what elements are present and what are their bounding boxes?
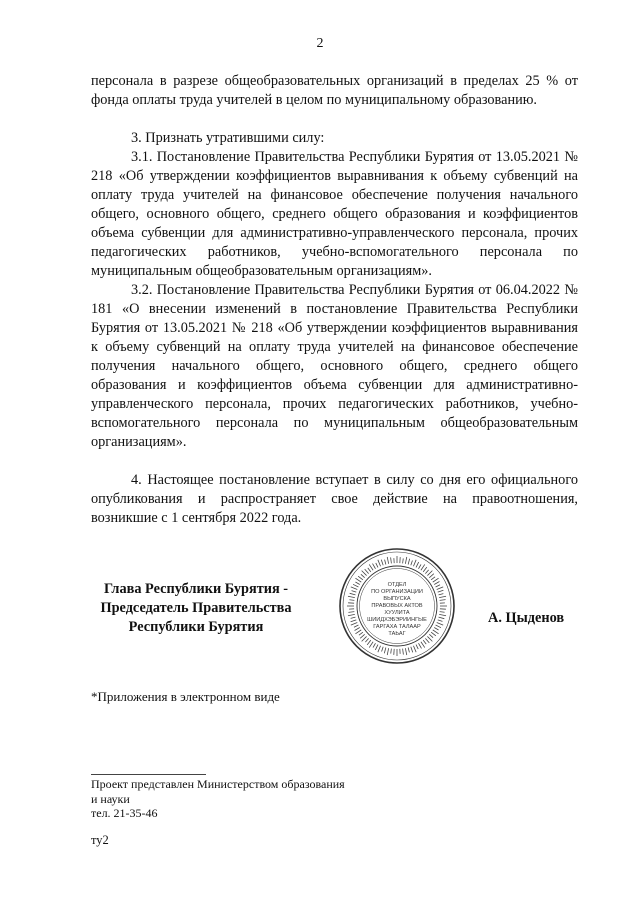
stamp-ring-mark bbox=[427, 571, 432, 576]
official-stamp bbox=[338, 547, 456, 665]
stamp-ring-mark bbox=[403, 649, 404, 655]
signatory-name: А. Цыденов bbox=[488, 610, 565, 626]
stamp-ring-mark bbox=[355, 628, 360, 631]
stamp-ring-mark bbox=[375, 645, 378, 650]
stamp-ring-mark bbox=[423, 640, 426, 644]
stamp-ring-mark bbox=[348, 596, 355, 597]
stamp-ring-mark bbox=[411, 561, 413, 566]
stamp-ring-mark bbox=[431, 632, 436, 636]
footer-line: и науки bbox=[91, 791, 130, 806]
stamp-ring-mark bbox=[367, 640, 371, 645]
stamp-ring-mark bbox=[351, 587, 357, 590]
stamp-ring-mark bbox=[369, 564, 373, 570]
stamp-ring-mark bbox=[384, 648, 386, 654]
stamp-ring-mark bbox=[436, 585, 440, 587]
stamp-text: ТАЬАГ bbox=[388, 631, 406, 637]
stamp-ring-mark bbox=[405, 648, 406, 655]
signatory-title bbox=[91, 580, 301, 637]
stamp-ring-mark bbox=[365, 638, 368, 642]
stamp-ring-mark bbox=[348, 612, 354, 613]
stamp-ring-mark bbox=[437, 622, 443, 625]
document-body bbox=[91, 72, 578, 528]
stamp-ring-mark bbox=[434, 582, 439, 585]
stamp-ring-mark bbox=[413, 560, 416, 566]
stamp-ring-mark bbox=[362, 571, 367, 576]
stamp-ring-mark bbox=[373, 564, 376, 569]
stamp-text: ОТДЕЛ bbox=[387, 582, 407, 588]
stamp-ring-mark bbox=[403, 558, 404, 563]
stamp-text: ХУУЛИТА bbox=[384, 610, 410, 616]
signatory-title-line: Глава Республики Бурятия - bbox=[103, 581, 289, 597]
stamp-ring-mark bbox=[351, 617, 356, 618]
stamp-ring-mark bbox=[355, 578, 361, 582]
footer-info bbox=[91, 777, 391, 821]
stamp-ring-mark bbox=[434, 628, 438, 631]
stamp-ring-mark bbox=[378, 560, 381, 566]
stamp-ring-mark bbox=[350, 593, 356, 595]
stamp-text: ПО ОРГАНИЗАЦИИ bbox=[371, 589, 423, 595]
stamp-ring-mark bbox=[421, 564, 425, 570]
stamp-ring-mark bbox=[439, 614, 446, 615]
stamp-text: ВЫПУСКА bbox=[383, 596, 411, 602]
stamp-ring-mark bbox=[429, 574, 434, 578]
stamp-ring-mark bbox=[360, 634, 365, 638]
stamp-ring-mark bbox=[349, 600, 354, 601]
stamp-text: ШИИДХЭБЭРИИНГЫЕ bbox=[367, 617, 427, 623]
stamp-ring-mark bbox=[358, 576, 363, 580]
footer-phone: тел. 21-35-46 bbox=[91, 806, 158, 820]
stamp-ring-mark bbox=[433, 578, 439, 582]
stamp-ring-mark bbox=[411, 647, 413, 653]
stamp-ring-mark bbox=[423, 567, 427, 572]
stamp-ring-mark bbox=[431, 577, 435, 580]
stamp-ring-mark bbox=[439, 596, 446, 597]
paragraph-item-3-2: 3.2. Постановление Правительства Республики Бурятия от 06.04.2022 № 181 «О внесении изменений в постановление Правительства Республики Бурятия от 13.05.2021 № 218 «Об утверждении коэффициентов выравнивания к объему субвенций на оплату труда учителей на финансовое обеспечение получения начального общего, основного общего, среднего общего образования и коэффициентов объема субвенции для административно-управленческого персонала, прочих педагогических работников, учебно-вспомогательного персонала по муниципальным общеобразовательным организациям». bbox=[91, 282, 578, 450]
paragraph-continuation: персонала в разрезе общеобразовательных организаций в пределах 25 % от фонда оплаты труда учителей в целом по муниципальному образованию. bbox=[91, 73, 578, 108]
stamp-ring-mark bbox=[382, 647, 384, 652]
stamp-ring-mark bbox=[381, 560, 383, 566]
stamp-ring-mark bbox=[385, 560, 386, 565]
stamp-ring-mark bbox=[437, 587, 443, 590]
stamp-ring-mark bbox=[425, 638, 429, 643]
stamp-text: ПРАВОВЫХ АКТОВ bbox=[371, 603, 423, 609]
stamp-ring-mark bbox=[387, 557, 388, 564]
stamp-ring-mark bbox=[425, 570, 428, 574]
stamp-ring-mark bbox=[359, 632, 363, 635]
stamp-ring-mark bbox=[405, 557, 406, 564]
stamp-ring-mark bbox=[351, 620, 357, 622]
document-code: ту2 bbox=[91, 833, 109, 847]
attachments-note: *Приложения в электронном виде bbox=[91, 689, 280, 704]
paragraph-item-3: 3. Признать утратившими силу: bbox=[131, 130, 325, 146]
stamp-ring-mark bbox=[354, 625, 358, 627]
stamp-ring-mark bbox=[440, 600, 446, 601]
stamp-ring-mark bbox=[376, 563, 378, 567]
stamp-ring-mark bbox=[419, 643, 422, 648]
stamp-ring-mark bbox=[408, 559, 410, 565]
stamp-ring-mark bbox=[373, 643, 376, 647]
paragraph-item-3-1: 3.1. Постановление Правительства Республики Бурятия от 13.05.2021 № 218 «Об утверждении коэффициентов выравнивания к объему субвенций на оплату труда учителей на финансовое обеспечение получения начального общего, основного общего, среднего общего образования и коэффициентов объема субвенции для административно-управленческого персонала, прочих педагогических работников, учебно-вспомогательного персонала по муниципальным общеобразовательным организациям». bbox=[91, 149, 578, 279]
stamp-ring-mark bbox=[355, 630, 361, 634]
stamp-ring-mark bbox=[436, 625, 441, 628]
stamp-ring-mark bbox=[369, 642, 373, 648]
paragraph-item-4: 4. Настоящее постановление вступает в силу со дня его официального опубликования и распространяет свое действие на правоотношения, возникшие с 1 сентября 2022 года. bbox=[91, 472, 578, 526]
stamp-ring-mark bbox=[439, 594, 444, 595]
stamp-ring-mark bbox=[387, 648, 388, 655]
stamp-ring-mark bbox=[439, 617, 445, 619]
stamp-ring-mark bbox=[352, 591, 357, 593]
stamp-text: ГАРГАХА ТАЛААР bbox=[373, 624, 421, 630]
stamp-ring-mark bbox=[429, 634, 433, 637]
stamp-ring-mark bbox=[427, 636, 432, 641]
stamp-ring-mark bbox=[419, 564, 422, 568]
stamp-ring-mark bbox=[433, 630, 439, 634]
stamp-ring-mark bbox=[421, 642, 425, 648]
footer-line: Проект представлен Министерством образования bbox=[91, 777, 345, 791]
stamp-ring-mark bbox=[440, 612, 445, 613]
stamp-ring-mark bbox=[391, 649, 392, 654]
stamp-ring-mark bbox=[408, 648, 409, 653]
stamp-ring-mark bbox=[353, 584, 358, 587]
stamp-ring-mark bbox=[416, 645, 418, 649]
stamp-ring-mark bbox=[351, 622, 357, 625]
stamp-ring-mark bbox=[365, 569, 369, 574]
stamp-ring-mark bbox=[348, 614, 355, 615]
stamp-ring-mark bbox=[413, 646, 416, 652]
stamp-ring-mark bbox=[368, 568, 371, 572]
stamp-ring-mark bbox=[362, 636, 367, 641]
stamp-ring-mark bbox=[438, 620, 443, 622]
stamp-ring-mark bbox=[378, 646, 381, 652]
stamp-ring-mark bbox=[391, 557, 392, 563]
footer-divider bbox=[91, 774, 206, 775]
signatory-title-line: Председатель Правительства bbox=[100, 600, 292, 616]
stamp-ring-mark bbox=[416, 562, 419, 567]
signatory-title-line: Республики Бурятия bbox=[128, 619, 264, 635]
stamp-ring-mark bbox=[438, 590, 444, 592]
stamp-ring-mark bbox=[355, 582, 359, 585]
stamp-ring-mark bbox=[361, 574, 365, 577]
page-number: 2 bbox=[316, 36, 324, 51]
